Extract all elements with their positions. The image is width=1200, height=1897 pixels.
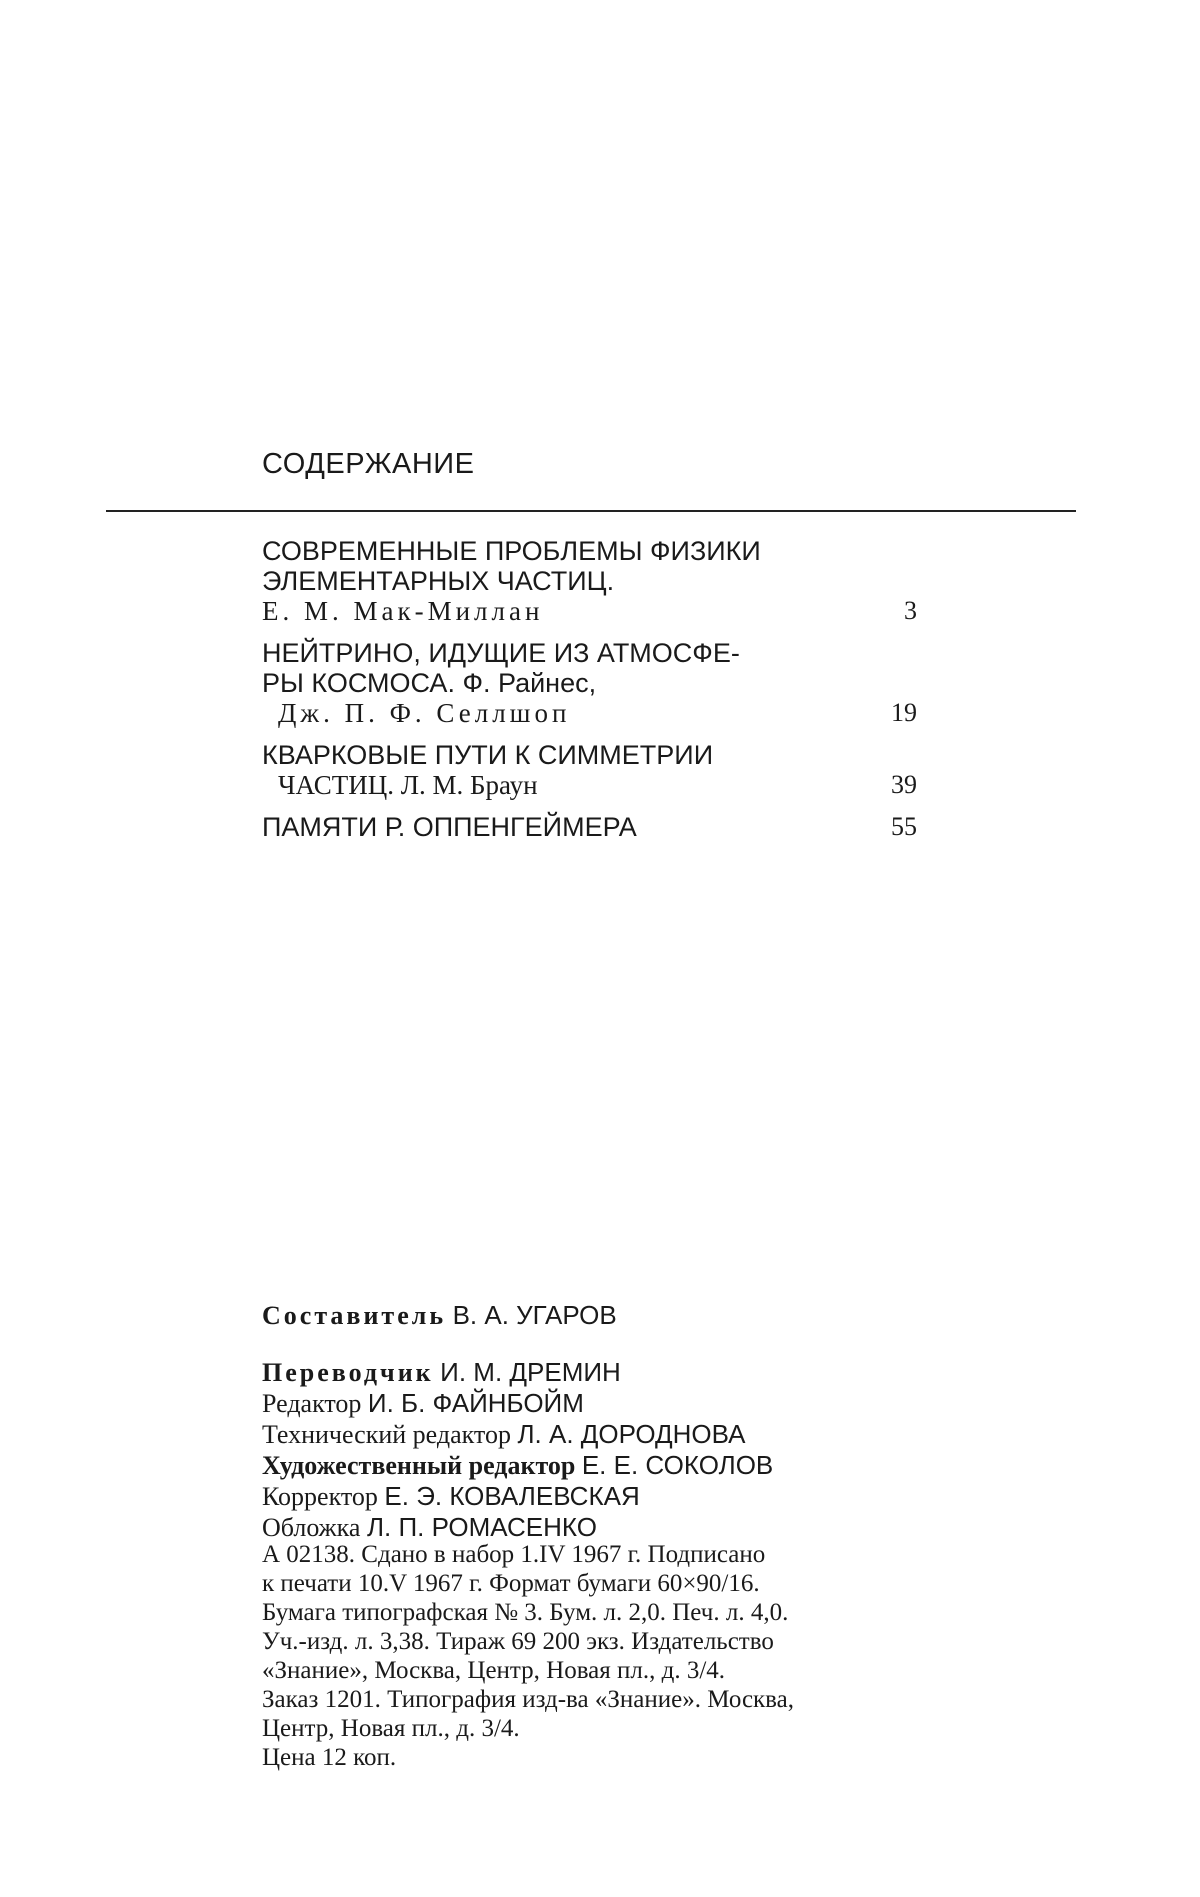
toc-page-number: 3 — [904, 596, 917, 625]
heading-rule — [106, 510, 1076, 512]
credit-line — [262, 1419, 942, 1450]
credit-line — [262, 1481, 942, 1512]
credit-line — [262, 1357, 942, 1388]
toc-entry — [262, 740, 917, 800]
credit-role: Составитель — [262, 1301, 447, 1330]
imprint-line: Центр, Новая пл., д. 3/4. — [262, 1715, 520, 1742]
credit-line — [262, 1450, 942, 1481]
toc-title-line: ПАМЯТИ Р. ОППЕНГЕЙМЕРА — [262, 812, 637, 842]
credit-role: Переводчик — [262, 1358, 434, 1387]
credit-name: Е. Е. СОКОЛОВ — [581, 1450, 774, 1480]
imprint-line: Уч.-изд. л. 3,38. Тираж 69 200 экз. Издательство — [262, 1628, 774, 1655]
toc-page-number: 39 — [891, 770, 917, 799]
credits — [262, 1300, 942, 1543]
contents-heading: СОДЕРЖАНИЕ — [262, 448, 475, 480]
toc-entry — [262, 812, 917, 842]
toc-title-line: СОВРЕМЕННЫЕ ПРОБЛЕМЫ ФИЗИКИ — [262, 536, 761, 566]
credit-compiler — [262, 1300, 942, 1331]
toc-author: Дж. П. Ф. Селлшоп — [278, 698, 571, 728]
credit-name: В. А. УГАРОВ — [452, 1300, 617, 1330]
credit-name: Л. А. ДОРОДНОВА — [517, 1419, 746, 1449]
credit-role: Редактор — [262, 1389, 362, 1418]
toc-title-line: ЭЛЕМЕНТАРНЫХ ЧАСТИЦ. — [262, 566, 615, 596]
imprint-line: А 02138. Сдано в набор 1.IV 1967 г. Подписано — [262, 1541, 766, 1568]
credit-name: И. Б. ФАЙНБОЙМ — [367, 1388, 584, 1418]
imprint-line: Бумага типографская № 3. Бум. л. 2,0. Печ. л. 4,0. — [262, 1599, 789, 1626]
imprint-line: «Знание», Москва, Центр, Новая пл., д. 3/4. — [262, 1657, 726, 1684]
toc-author: Е. М. Мак-Миллан — [262, 596, 544, 626]
toc-author: ЧАСТИЦ. Л. М. Браун — [278, 770, 538, 800]
toc-entry — [262, 638, 917, 728]
imprint-line: Заказ 1201. Типография изд-ва «Знание». Москва, — [262, 1686, 795, 1713]
credit-role: Обложка — [262, 1513, 361, 1542]
imprint-line: Цена 12 коп. — [262, 1744, 397, 1771]
credit-name: Л. П. РОМАСЕНКО — [366, 1512, 597, 1542]
toc-title-line: НЕЙТРИНО, ИДУЩИЕ ИЗ АТМОСФЕ- — [262, 638, 740, 668]
imprint-block — [262, 1540, 922, 1772]
toc-title-line: РЫ КОСМОСА. Ф. Райнес, — [262, 668, 597, 698]
credit-role: Технический редактор — [262, 1420, 511, 1449]
credit-role: Корректор — [262, 1482, 378, 1511]
toc-page-number: 19 — [891, 698, 917, 727]
credit-name: Е. Э. КОВАЛЕВСКАЯ — [384, 1481, 640, 1511]
toc-page-number: 55 — [891, 812, 917, 841]
toc-title-line: КВАРКОВЫЕ ПУТИ К СИММЕТРИИ — [262, 740, 714, 770]
credit-role: Художественный редактор — [262, 1451, 576, 1480]
credit-line — [262, 1388, 942, 1419]
toc-entry — [262, 536, 917, 626]
table-of-contents — [262, 536, 917, 854]
credit-line — [262, 1512, 942, 1543]
credit-name: И. М. ДРЕМИН — [440, 1357, 621, 1387]
imprint-line: к печати 10.V 1967 г. Формат бумаги 60×90/16. — [262, 1570, 760, 1597]
